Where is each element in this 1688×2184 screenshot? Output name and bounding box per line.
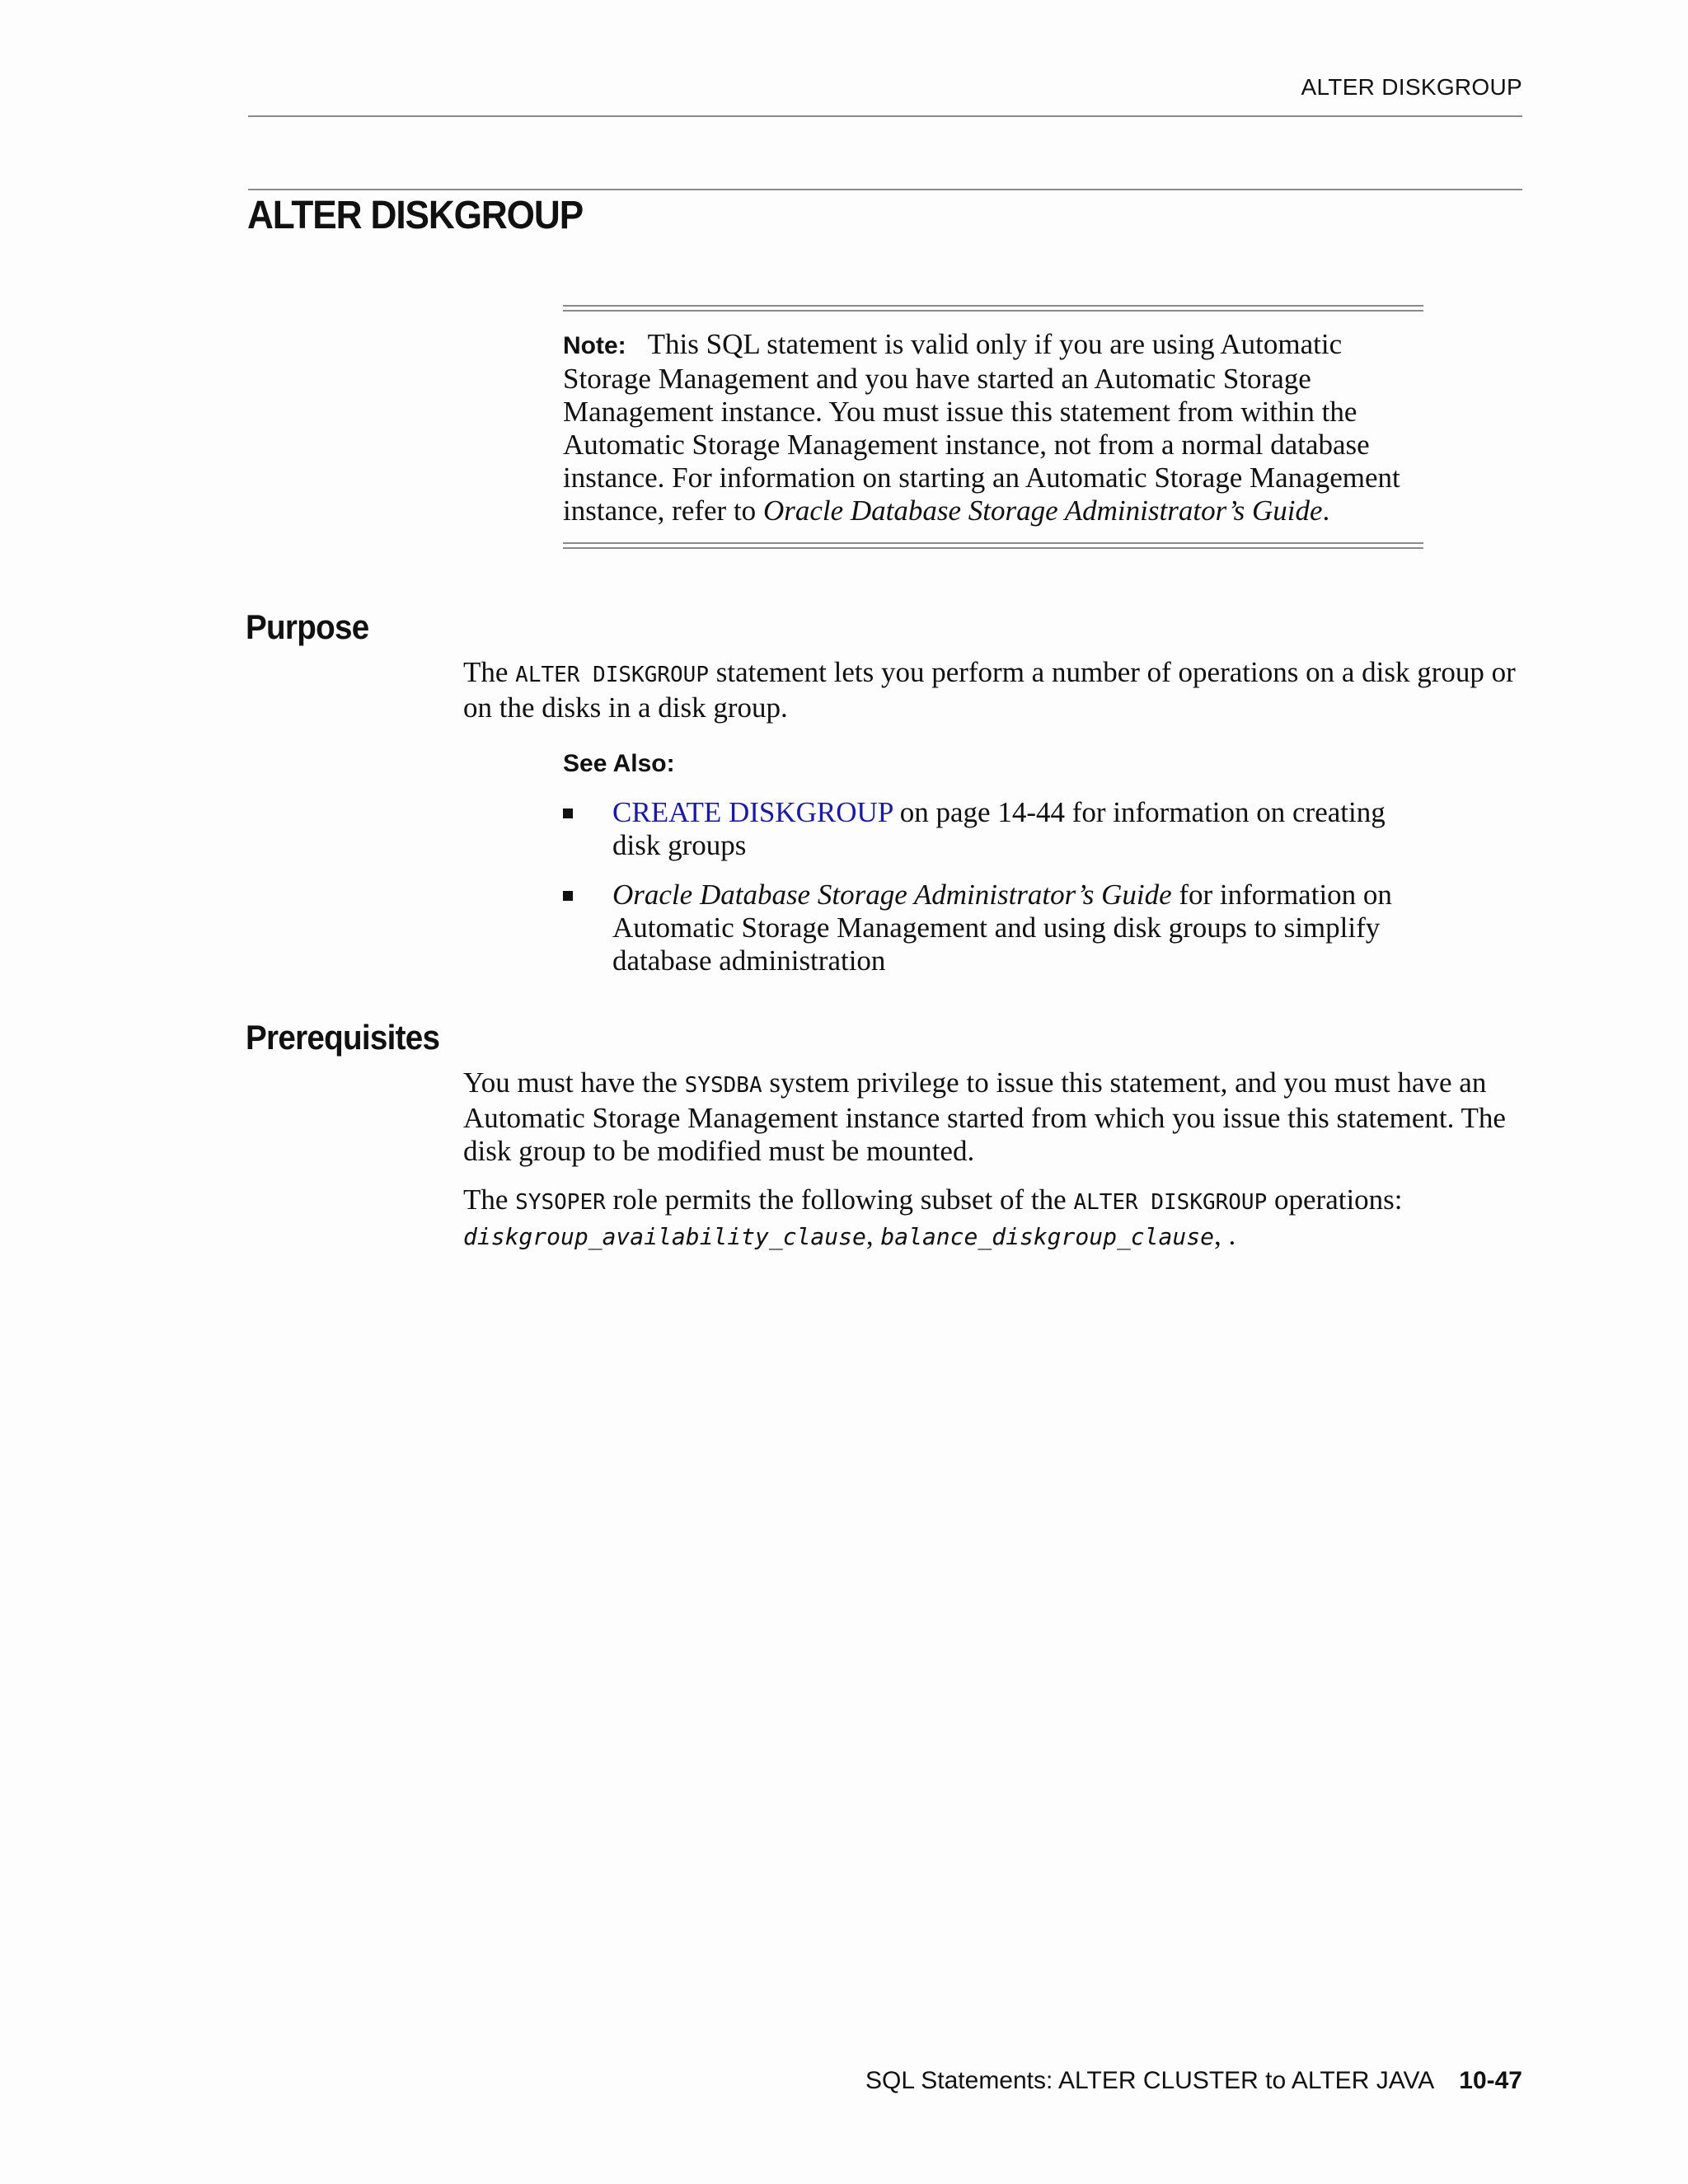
prereq2-text-pre: The bbox=[463, 1183, 516, 1216]
purpose-paragraph bbox=[463, 656, 1535, 724]
bullet-icon bbox=[563, 891, 573, 901]
see-also bbox=[563, 750, 1423, 994]
page-title: ALTER DISKGROUP bbox=[247, 194, 584, 237]
header-rule bbox=[248, 115, 1522, 117]
prereq2-text-mid: role permits the following subset of the bbox=[605, 1183, 1074, 1216]
prereq-text-post: system privilege to issue this statement, and you must have an Automatic Storage Management instance started from which you issue this statement. The disk group to be modified must be mounted. bbox=[463, 1066, 1506, 1167]
bullet-icon bbox=[563, 808, 573, 818]
see-also-item bbox=[563, 796, 1423, 862]
see-also-item-text: on page 14-44 for information on creating disk groups bbox=[612, 796, 1386, 861]
purpose-code: ALTER DISKGROUP bbox=[515, 663, 709, 687]
running-header: ALTER DISKGROUP bbox=[1301, 74, 1522, 100]
purpose-text-post: statement lets you perform a number of operations on a disk group or on the disks in a disk group. bbox=[463, 656, 1516, 724]
prereq2-code-alter: ALTER DISKGROUP bbox=[1073, 1190, 1268, 1215]
prerequisites-paragraph-1 bbox=[463, 1066, 1535, 1168]
note-box bbox=[563, 305, 1423, 549]
prereq2-clause-balance: balance_diskgroup_clause bbox=[880, 1223, 1214, 1250]
note-label: Note: bbox=[563, 332, 626, 359]
footer-text: SQL Statements: ALTER CLUSTER to ALTER JAVA bbox=[865, 2067, 1435, 2094]
note-period: . bbox=[1322, 494, 1330, 527]
note-text bbox=[563, 312, 1423, 542]
note-top-rule bbox=[563, 305, 1423, 312]
note-bottom-rule bbox=[563, 542, 1423, 549]
prerequisites-heading: Prerequisites bbox=[246, 1018, 440, 1057]
purpose-text-pre: The bbox=[463, 656, 516, 688]
create-diskgroup-link[interactable]: CREATE DISKGROUP bbox=[612, 796, 893, 828]
title-rule bbox=[248, 189, 1522, 190]
purpose-heading: Purpose bbox=[246, 607, 369, 646]
prereq-code-sysdba: SYSDBA bbox=[684, 1073, 762, 1098]
prerequisites-paragraph-2 bbox=[463, 1183, 1535, 1254]
note-book-title: Oracle Database Storage Administrator’s Guide bbox=[762, 494, 1323, 527]
prereq2-end: , . bbox=[1213, 1219, 1236, 1251]
see-also-item-text: for information on Automatic Storage Management and using disk groups to simplify database administration bbox=[612, 879, 1392, 977]
note-body: This SQL statement is valid only if you are using Automatic Storage Management and you have started an Automatic Storage Management instance. You must issue this statement from within the Automatic Storage Management instance, not from a normal database instance. For information on starting an Automatic Storage Management instance, refer to bbox=[563, 328, 1400, 527]
see-also-book-title: Oracle Database Storage Administrator’s Guide bbox=[612, 879, 1172, 911]
page-number: 10-47 bbox=[1459, 2067, 1522, 2094]
see-also-item bbox=[563, 879, 1423, 977]
see-also-title: See Also: bbox=[563, 750, 675, 777]
prereq2-code-sysoper: SYSOPER bbox=[515, 1190, 606, 1215]
running-footer bbox=[248, 2067, 1522, 2095]
prereq-text-pre: You must have the bbox=[463, 1066, 685, 1099]
prereq2-text-post: operations: bbox=[1267, 1183, 1403, 1216]
prereq2-sep: , bbox=[865, 1219, 881, 1251]
prereq2-clause-availability: diskgroup_availability_clause bbox=[463, 1223, 866, 1250]
